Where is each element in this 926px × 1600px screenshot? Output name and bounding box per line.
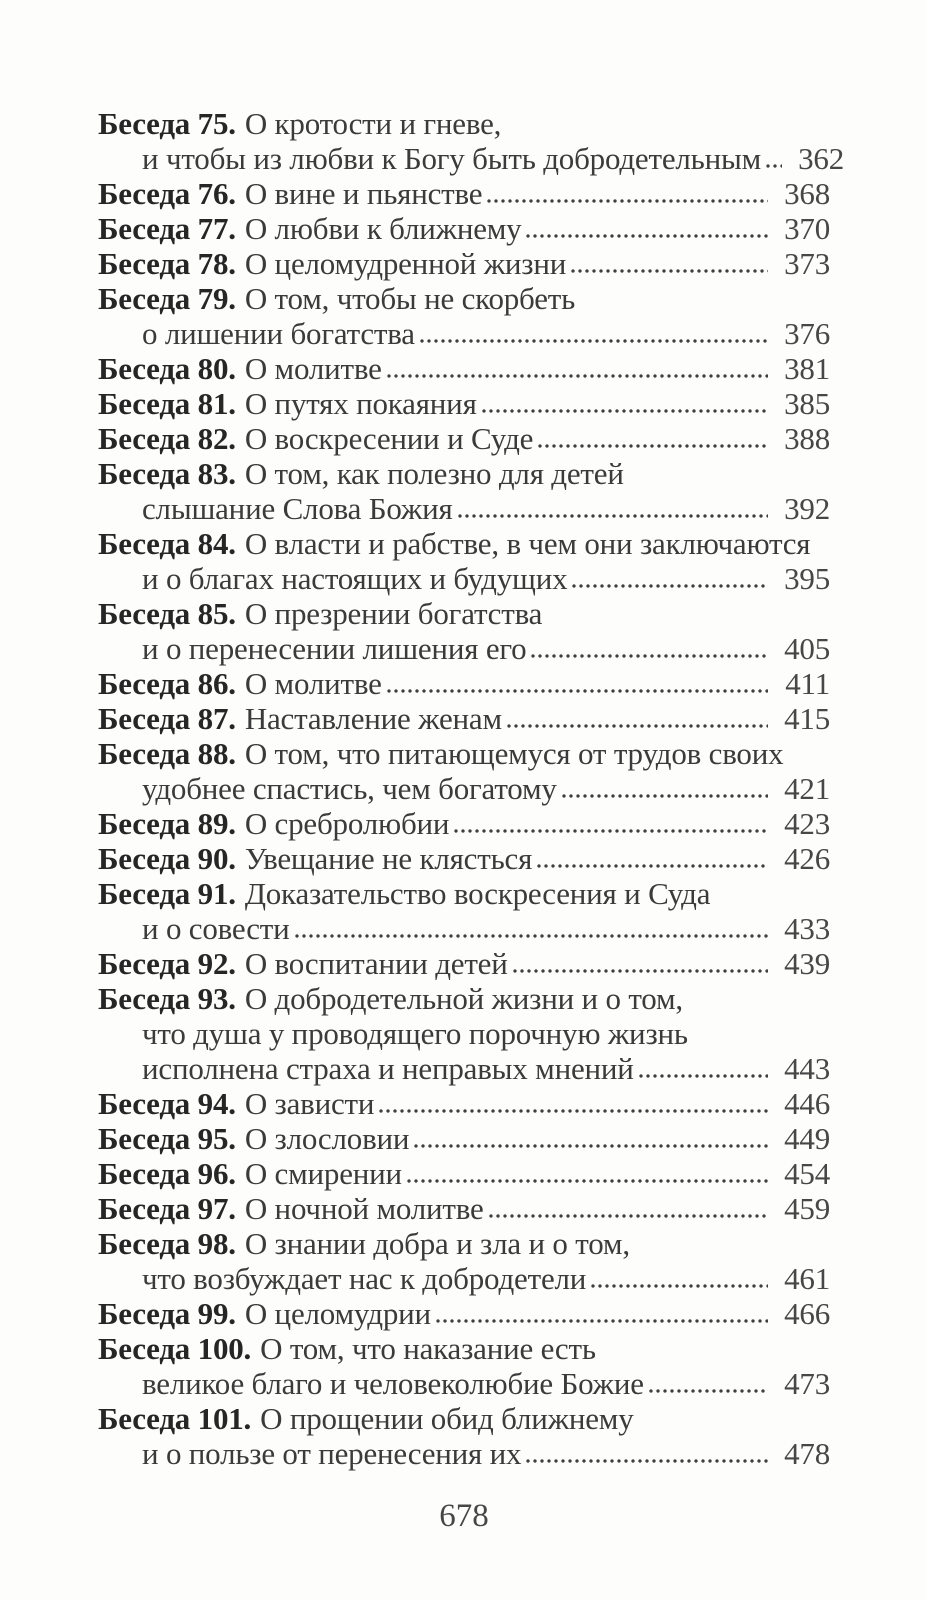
entry-label: Беседа 88. — [98, 736, 236, 771]
entry-label: Беседа 80. — [98, 351, 236, 386]
entry-page-number: 381 — [784, 351, 830, 386]
entry-label: Беседа 84. — [98, 526, 236, 561]
entry-title-line: Доказательство воскресения и Суда — [244, 876, 711, 911]
toc-entries — [98, 106, 845, 1471]
entry-label: Беседа 76. — [98, 176, 236, 211]
toc-line — [98, 701, 830, 736]
toc-line — [98, 911, 830, 946]
dot-leader — [639, 1073, 768, 1079]
entry-label: Беседа 90. — [98, 841, 236, 876]
entry-title-line: О том, что наказание есть — [260, 1331, 596, 1366]
toc-entry — [98, 1086, 830, 1121]
toc-entry — [98, 806, 830, 841]
toc-entry — [98, 176, 830, 211]
toc-line — [98, 666, 830, 701]
entry-page-number: 385 — [784, 386, 830, 421]
dot-leader — [420, 338, 768, 344]
dot-leader — [387, 373, 768, 379]
entry-page-number: 426 — [784, 841, 830, 876]
entry-title-line: О смирении — [244, 1156, 402, 1191]
dot-leader — [531, 653, 768, 659]
entry-title-line: О целомудрии — [244, 1296, 431, 1331]
entry-page-number: 446 — [784, 1086, 830, 1121]
entry-label: Беседа 83. — [98, 456, 236, 491]
toc-line — [98, 876, 830, 911]
toc-line — [98, 736, 830, 771]
toc-entry — [98, 1121, 830, 1156]
entry-label: Беседа 100. — [98, 1331, 252, 1366]
entry-page-number: 461 — [784, 1261, 830, 1296]
dot-leader — [458, 513, 768, 519]
dot-leader — [489, 1213, 768, 1219]
entry-label: Беседа 96. — [98, 1156, 236, 1191]
entry-label: Беседа 86. — [98, 666, 236, 701]
toc-line — [98, 1366, 830, 1401]
toc-entry — [98, 1226, 830, 1296]
entry-label: Беседа 75. — [98, 106, 236, 141]
toc-line — [98, 211, 830, 246]
entry-label: Беседа 81. — [98, 386, 236, 421]
entry-title-line: о лишении богатства — [142, 316, 415, 351]
entry-page-number: 439 — [784, 946, 830, 981]
entry-title-line: О целомудренной жизни — [244, 246, 567, 281]
dot-leader — [537, 863, 768, 869]
toc-line — [98, 1156, 830, 1191]
entry-title-line: О том, что питающемуся от трудов своих — [244, 736, 784, 771]
dot-leader — [562, 793, 768, 799]
dot-leader — [538, 443, 768, 449]
entry-label: Беседа 97. — [98, 1191, 236, 1226]
toc-line — [98, 246, 830, 281]
entry-title-line: удобнее спастись, чем богатому — [142, 771, 557, 806]
entry-title-line: О злословии — [244, 1121, 410, 1156]
toc-entry — [98, 456, 830, 526]
entry-title-line: О вине и пьянстве — [244, 176, 483, 211]
toc-entry — [98, 386, 830, 421]
toc-entry — [98, 211, 830, 246]
toc-entry — [98, 981, 830, 1086]
dot-leader — [454, 828, 768, 834]
dot-leader — [487, 198, 768, 204]
dot-leader — [591, 1283, 768, 1289]
toc-line — [98, 631, 830, 666]
entry-label: Беседа 98. — [98, 1226, 236, 1261]
entry-page-number: 388 — [784, 421, 830, 456]
toc-line — [98, 421, 830, 456]
entry-label: Беседа 77. — [98, 211, 236, 246]
toc-entry — [98, 876, 830, 946]
toc-line — [98, 1086, 830, 1121]
entry-title-line: и о перенесении лишения его — [142, 631, 527, 666]
entry-label: Беседа 93. — [98, 981, 236, 1016]
dot-leader — [407, 1178, 768, 1184]
entry-page-number: 415 — [784, 701, 830, 736]
toc-line — [98, 1191, 830, 1226]
toc-line — [98, 946, 830, 981]
toc-entry — [98, 351, 830, 386]
entry-title-line: О любви к ближнему — [244, 211, 522, 246]
entry-title-line: О знании добра и зла и о том, — [244, 1226, 630, 1261]
toc-entry — [98, 701, 830, 736]
toc-entry — [98, 106, 845, 176]
entry-page-number: 433 — [784, 911, 830, 946]
dot-leader — [507, 723, 768, 729]
dot-leader — [482, 408, 768, 414]
entry-label: Беседа 89. — [98, 806, 236, 841]
dot-leader — [414, 1143, 768, 1149]
entry-label: Беседа 78. — [98, 246, 236, 281]
entry-page-number: 376 — [784, 316, 830, 351]
dot-leader — [387, 688, 768, 694]
entry-title-line: О сребролюбии — [244, 806, 450, 841]
entry-title-line: и чтобы из любви к Богу быть добродетельным — [142, 141, 762, 176]
entry-page-number: 370 — [784, 211, 830, 246]
table-of-contents — [98, 106, 845, 1471]
toc-entry — [98, 281, 830, 351]
entry-page-number: 411 — [785, 666, 830, 701]
entry-label: Беседа 82. — [98, 421, 236, 456]
toc-entry — [98, 421, 830, 456]
toc-entry — [98, 1331, 830, 1401]
entry-label: Беседа 79. — [98, 281, 236, 316]
entry-title-line: О воспитании детей — [244, 946, 508, 981]
toc-line — [98, 1436, 830, 1471]
entry-title-line: О добродетельной жизни и о том, — [244, 981, 683, 1016]
entry-page-number: 395 — [784, 561, 830, 596]
dot-leader — [649, 1388, 768, 1394]
toc-entry — [98, 736, 830, 806]
entry-title-line: и о пользе от перенесения их — [142, 1436, 522, 1471]
toc-entry — [98, 1156, 830, 1191]
entry-page-number: 423 — [784, 806, 830, 841]
toc-line — [98, 806, 830, 841]
entry-title-line: О презрении богатства — [244, 596, 543, 631]
entry-page-number: 454 — [784, 1156, 830, 1191]
dot-leader — [295, 933, 768, 939]
toc-line — [98, 176, 830, 211]
entry-page-number: 449 — [784, 1121, 830, 1156]
entry-title-line: О ночной молитве — [244, 1191, 484, 1226]
entry-label: Беседа 85. — [98, 596, 236, 631]
entry-title-line: и о совести — [142, 911, 290, 946]
entry-label: Беседа 95. — [98, 1121, 236, 1156]
entry-label: Беседа 91. — [98, 876, 236, 911]
entry-title-line: что душа у проводящего порочную жизнь — [142, 1016, 688, 1051]
entry-title-line: О зависти — [244, 1086, 375, 1121]
entry-page-number: 473 — [784, 1366, 830, 1401]
entry-title-line: О воскресении и Суде — [244, 421, 534, 456]
toc-line — [98, 316, 830, 351]
entry-title-line: О том, как полезно для детей — [244, 456, 624, 491]
toc-line — [98, 456, 830, 491]
entry-page-number: 373 — [784, 246, 830, 281]
entry-title-line: О прощении обид ближнему — [260, 1401, 634, 1436]
entry-label: Беседа 92. — [98, 946, 236, 981]
entry-title-line: О власти и рабстве, в чем они заключаются — [244, 526, 811, 561]
toc-entry — [98, 841, 830, 876]
toc-line — [98, 1121, 830, 1156]
entry-title-line: О молитве — [244, 351, 382, 386]
entry-page-number: 392 — [784, 491, 830, 526]
toc-line — [98, 1331, 830, 1366]
entry-title-line: что возбуждает нас к добродетели — [142, 1261, 587, 1296]
toc-line — [98, 561, 830, 596]
entry-title-line: исполнена страха и неправых мнений — [142, 1051, 634, 1086]
entry-title-line: и о благах настоящих и будущих — [142, 561, 568, 596]
toc-line — [98, 841, 830, 876]
toc-line — [98, 1016, 830, 1051]
toc-line — [98, 1401, 830, 1436]
entry-page-number: 421 — [784, 771, 830, 806]
toc-line — [98, 596, 830, 631]
toc-line — [98, 526, 830, 561]
folio-page-number: 678 — [439, 1498, 489, 1534]
toc-line — [98, 1261, 830, 1296]
toc-entry — [98, 1296, 830, 1331]
entry-page-number: 466 — [784, 1296, 830, 1331]
toc-entry — [98, 526, 830, 596]
dot-leader — [513, 968, 768, 974]
entry-title-line: Увещание не клясться — [244, 841, 533, 876]
toc-line — [98, 351, 830, 386]
toc-entry — [98, 946, 830, 981]
entry-page-number: 478 — [784, 1436, 830, 1471]
dot-leader — [766, 163, 782, 169]
entry-title-line: слышание Слова Божия — [142, 491, 453, 526]
entry-page-number: 405 — [784, 631, 830, 666]
entry-label: Беседа 94. — [98, 1086, 236, 1121]
entry-title-line: О молитве — [244, 666, 382, 701]
entry-page-number: 459 — [784, 1191, 830, 1226]
toc-line — [98, 386, 830, 421]
dot-leader — [571, 268, 768, 274]
entry-title-line: великое благо и человеколюбие Божие — [142, 1366, 644, 1401]
toc-entry — [98, 1401, 830, 1471]
entry-title-line: Наставление женам — [244, 701, 502, 736]
toc-line — [98, 1051, 830, 1086]
toc-entry — [98, 666, 830, 701]
toc-line — [98, 491, 830, 526]
toc-line — [98, 141, 845, 176]
dot-leader — [572, 583, 768, 589]
toc-entry — [98, 1191, 830, 1226]
toc-line — [98, 281, 830, 316]
toc-line — [98, 771, 830, 806]
entry-page-number: 362 — [798, 141, 845, 176]
entry-page-number: 443 — [784, 1051, 830, 1086]
entry-title-line: О том, чтобы не скорбеть — [244, 281, 576, 316]
entry-title-line: О кротости и гневе, — [244, 106, 502, 141]
toc-line — [98, 1226, 830, 1261]
entry-label: Беседа 101. — [98, 1401, 252, 1436]
dot-leader — [379, 1108, 768, 1114]
entry-label: Беседа 99. — [98, 1296, 236, 1331]
toc-line — [98, 1296, 830, 1331]
dot-leader — [526, 233, 768, 239]
entry-title-line: О путях покаяния — [244, 386, 477, 421]
entry-label: Беседа 87. — [98, 701, 236, 736]
dot-leader — [526, 1458, 768, 1464]
toc-entry — [98, 246, 830, 281]
dot-leader — [436, 1318, 768, 1324]
entry-page-number: 368 — [784, 176, 830, 211]
toc-line — [98, 106, 830, 141]
toc-entry — [98, 596, 830, 666]
toc-line — [98, 981, 830, 1016]
